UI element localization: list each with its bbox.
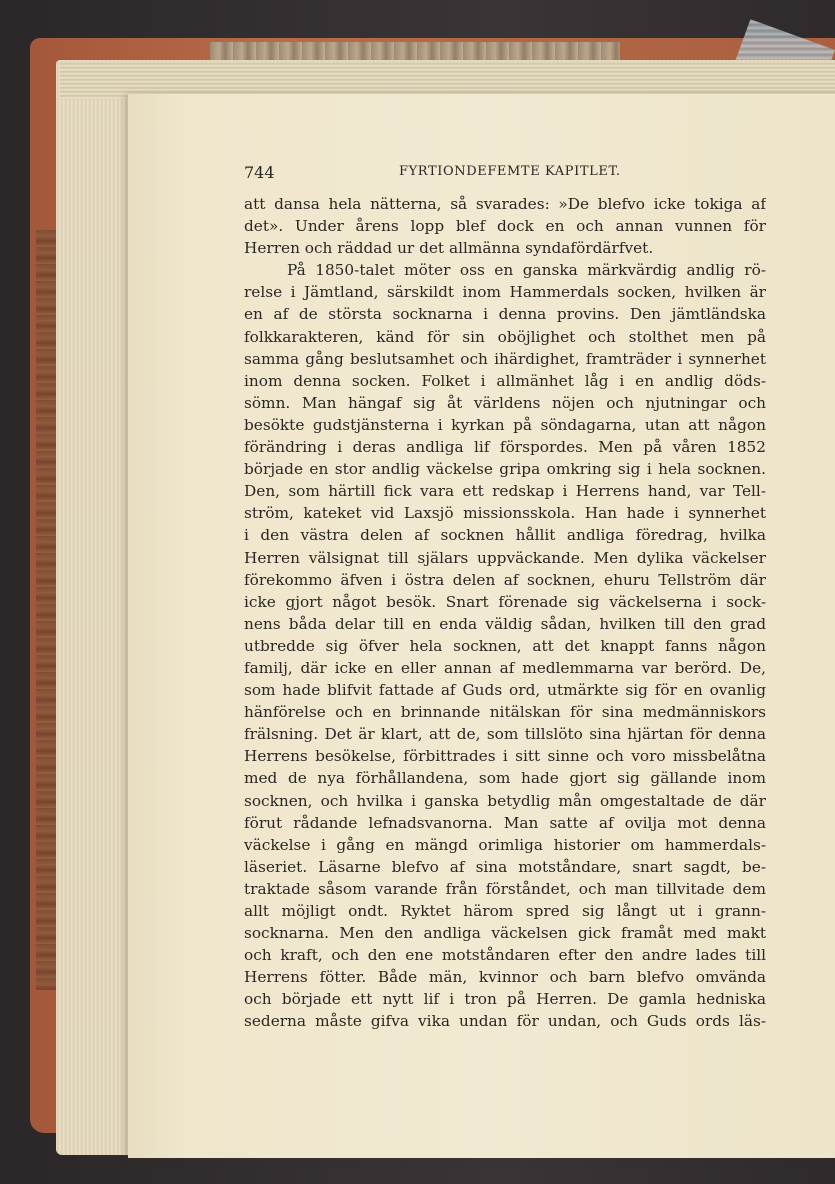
text-line: och kraft, och den ene motståndaren efter den andre lades till: [244, 946, 766, 965]
text-line: ström, kateket vid Laxsjö missionsskola. Han hade i synnerhet: [244, 504, 766, 523]
text-line: frälsning. Det är klart, att de, som tillslöto sina hjärtan för denna: [244, 725, 766, 744]
text-line: att dansa hela nätterna, så svarades: »De blefvo icke tokiga af: [244, 195, 766, 213]
text-line: med de nya förhållandena, som hade gjort sig gällande inom: [244, 769, 766, 788]
page-header: [244, 163, 764, 187]
text-line: Den, som härtill fick vara ett redskap i Herrens hand, var Tell-: [244, 482, 766, 501]
text-line: Herren och räddad ur det allmänna syndafördärfvet.: [244, 239, 654, 258]
text-line: relse i Jämtland, särskildt inom Hammerdals socken, hvilken är: [244, 283, 766, 302]
text-line: i den västra delen af socknen hållit andliga föredrag, hvilka: [244, 526, 766, 545]
body-text: [244, 193, 766, 1033]
text-line: hänförelse och en brinnande nitälskan för sina medmänniskors: [244, 703, 766, 722]
text-line: läseriet. Läsarne blefvo af sina motståndare, snart sagdt, be-: [244, 857, 766, 876]
page-stack-top-edge: [60, 62, 835, 98]
text-line: besökte gudstjänsterna i kyrkan på söndagarna, utan att någon: [244, 415, 766, 434]
text-line: socknen, och hvilka i ganska betydlig mån omgestaltade de där: [244, 791, 766, 810]
text-line: började en stor andlig väckelse gripa omkring sig i hela socknen.: [244, 460, 766, 479]
text-line: inom denna socken. Folket i allmänhet låg i en andlig döds-: [244, 371, 766, 390]
text-line: folkkarakteren, känd för sin oböjlighet och stolthet men på: [244, 327, 766, 346]
text-line: som hade blifvit fattade af Guds ord, utmärkte sig för en ovanlig: [244, 681, 766, 700]
text-line: Herrens fötter. Både män, kvinnor och barn blefvo omvända: [244, 968, 766, 987]
running-head: FYRTIONDEFEMTE KAPITLET.: [399, 164, 621, 179]
text-line: förekommo äfven i östra delen af socknen, ehuru Tellström där: [244, 570, 766, 589]
text-line: icke gjort något besök. Snart förenade sig väckelserna i sock-: [244, 592, 766, 611]
text-line: utbredde sig öfver hela socknen, att det knappt fanns någon: [244, 636, 766, 655]
text-line: nens båda delar till en enda väldig sådan, hvilken till den grad: [244, 614, 766, 633]
text-line: förändring i deras andliga lif förspordes. Men på våren 1852: [244, 438, 766, 457]
text-line: sömn. Man hängaf sig åt världens nöjen och njutningar och: [244, 393, 766, 412]
text-line: På 1850-talet möter oss en ganska märkvärdig andlig rö-: [287, 261, 766, 280]
text-line: Herren välsignat till själars uppväckande. Men dylika väckelser: [244, 548, 766, 567]
text-line: och började ett nytt lif i tron på Herren. De gamla hedniska: [244, 990, 766, 1009]
page-number: 744: [244, 163, 275, 182]
text-line: Herrens besökelse, förbittrades i sitt sinne och voro missbelåtna: [244, 747, 766, 766]
text-line: väckelse i gång en mängd orimliga historier om hammerdals-: [244, 835, 766, 854]
text-line: en af de största socknarna i denna provins. Den jämtländska: [244, 305, 766, 324]
text-line: det». Under årens lopp blef dock en och annan vunnen för: [244, 217, 766, 236]
text-line: allt möjligt ondt. Ryktet härom spred sig långt ut i grann-: [244, 902, 766, 920]
text-line: familj, där icke en eller annan af medlemmarna var berörd. De,: [244, 658, 766, 677]
text-line: förut rådande lefnadsvanorna. Man satte af ovilja mot denna: [244, 813, 766, 832]
text-line: samma gång beslutsamhet och ihärdighet, framträder i synnerhet: [244, 349, 766, 368]
text-line: sederna måste gifva vika undan för undan, och Guds ords läs-: [244, 1012, 766, 1031]
text-line: socknarna. Men den andliga väckelsen gick framåt med makt: [244, 924, 766, 943]
text-line: traktade såsom varande från förståndet, och man tillvitade dem: [244, 879, 766, 898]
